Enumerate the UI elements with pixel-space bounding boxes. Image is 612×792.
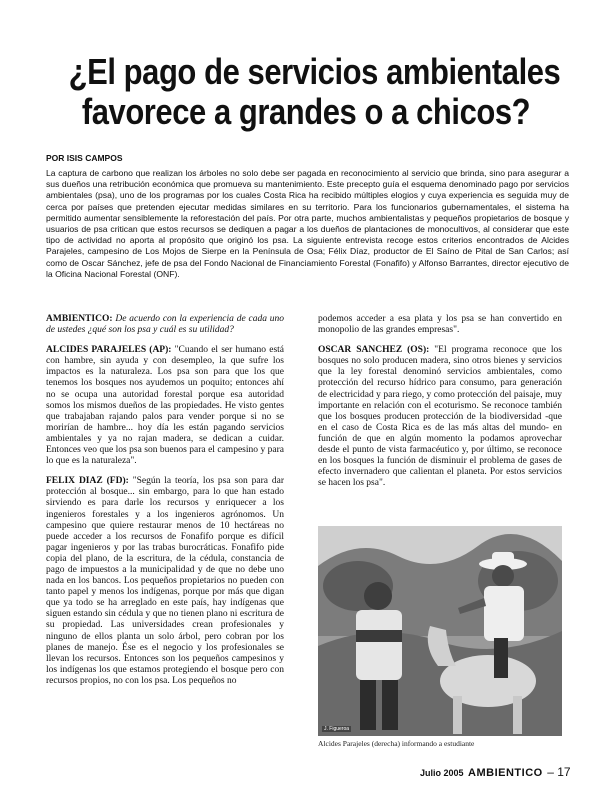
interview-paragraph — [46, 345, 284, 467]
right-column — [318, 314, 562, 498]
title-line-2: favorece a grandes o a chicos? — [81, 91, 531, 132]
answer-text: "Según la teoría, los psa son para dar protección al bosque... sin embargo, para lo que han estado sirviendo es para darle los recursos y enriquecer a los ingenieros forestales y a los ingenieros agrónomos. Un campesino que quiere restaurar menos de 10 hectáreas no puede acceder a los recursos de Fonafifo porque es difícil pagar ingenieros y por las trabas burocráticas. Fonafifo pide copia del plano, de la escritura, de la cédula, constancia de pago de impuestos a la municipalidad y de que no debe uno nada en los bancos. Los pequeños propietarios no pueden con tanto papel y menos los indígenas, porque por más que digan que ya todo se ha arreglado en este país, hay indígenas que siguen estando sin cédula y que no tienen plano ni escritura de su propiedad. Las universidades crean profesionales y ninguno de ellos planta un solo árbol, pero cobran por los planes de manejo. Ése es el negocio y los profesionales se llevan los recursos. Entonces son los pequeños campesinos y los indígenas los que estamos protegiendo el bosque pero con recursos propios, no con los psa. Los pequeños no — [46, 476, 284, 686]
speaker-label: FELIX DIAZ (FD): — [46, 476, 129, 487]
speaker-label: AMBIENTICO: — [46, 314, 113, 324]
question-text: De acuerdo con la experiencia de cada uno de ustedes ¿qué son los psa y cuál es su utilidad? — [46, 314, 285, 336]
answer-text: podemos acceder a esa plata y los psa se han convertido en monopolio de las grandes empresas". — [318, 314, 562, 336]
page-number: – 17 — [547, 765, 571, 779]
photo-caption: Alcides Parajeles (derecha) informando a estudiante — [318, 739, 475, 748]
interview-paragraph — [318, 314, 562, 336]
interview-paragraph — [46, 314, 284, 336]
article-photo — [318, 526, 562, 736]
photo-credit: J. Figueroa — [324, 726, 350, 732]
left-column — [46, 314, 284, 696]
intro-paragraph: La captura de carbono que realizan los árboles no solo debe ser pagada en reconocimiento al servicio que brinda, sino para asegurar a sus dueños una retribución económica que promueva su mantenimiento. Este precepto guía el esquema denominado pago por servicios ambientales (psa), uno de los programas por los cuales Costa Rica ha recibido múltiples elogios y cuya experiencia es seguida muy de cerca por países que pretenden ejecutar medidas similares en su territorio. Para los funcionarios gubernamentales, el sistema ha permitido aumentar sensiblemente la reforestación del país. Por otra parte, muchos ambientalistas y pequeños propietarios de bosque y usuarios de psa critican que estos recursos se dediquen a pagar a los dueños de plantaciones de monocultivos, al considerar que este tipo de actividad no aporta al propósito que originó los psa. La siguiente entrevista recoge estos criterios encontrados de Alcides Parajeles, campesino de Los Mojos de Sierpe en la Península de Osa; Félix Díaz, productor de El Saíno de Pital de San Carlos; así como de Oscar Sánchez, jefe de psa del Fondo Nacional de Financiamiento Forestal (Fonafifo) y Alfonso Barrantes, director ejecutivo de la Oficina Nacional Forestal (ONF). — [46, 168, 569, 279]
magazine-brand: AMBIENTICO — [468, 767, 543, 779]
speaker-label: ALCIDES PARAJELES (AP): — [46, 345, 172, 356]
speaker-label: OSCAR SANCHEZ (OS): — [318, 345, 430, 356]
answer-text: "Cuando el ser humano está con hambre, sin ayuda y con desempleo, la que sufre los impactos es la naturaleza. Los psa son para que los que tenemos los bosques nos ayudemos un poquito; entonces ahí no se ocupa una autoridad forestal porque esa autoridad somos los mismos dueños de las propiedades. He visto gentes que trabajaban rajando palos para vender porque si no se morirían de hambre... hoy día les están pagando servicios ambientales y ya no rajan madera, se dedican a cuidar. Entonces veo que los psa son buenos para el campesino y para lo que es la naturaleza". — [46, 345, 284, 467]
photo-illustration — [318, 526, 562, 736]
interview-paragraph — [318, 345, 562, 489]
issue-date: Julio 2005 — [420, 768, 464, 778]
byline: POR ISIS CAMPOS — [46, 153, 123, 163]
article-title — [68, 51, 561, 132]
interview-paragraph — [46, 476, 284, 687]
page-footer — [420, 765, 570, 779]
title-line-1: ¿El pago de servicios ambientales — [68, 51, 561, 92]
answer-text: "El programa reconoce que los bosques no solo producen madera, sino otros bienes y servicios que la ley forestal denominó servicios ambientales, como protección del recurso hídrico para consumo, para generación de electricidad y para riego, y como protección del paisaje, muy importante en relación con el ecoturismo. Se reconoce también que los bosques producen protección de la biodiversidad -que en el caso de Costa Rica es de las más altas del mundo- en función de que en algún momento la podamos aprovechar desde el punto de vista farmacéutico y, por último, se reconoce en los bosques la función de disminuir el problema de gases de efecto invernadero que calientan el planeta. Por estos servicios se hacen los psa". — [318, 345, 562, 489]
